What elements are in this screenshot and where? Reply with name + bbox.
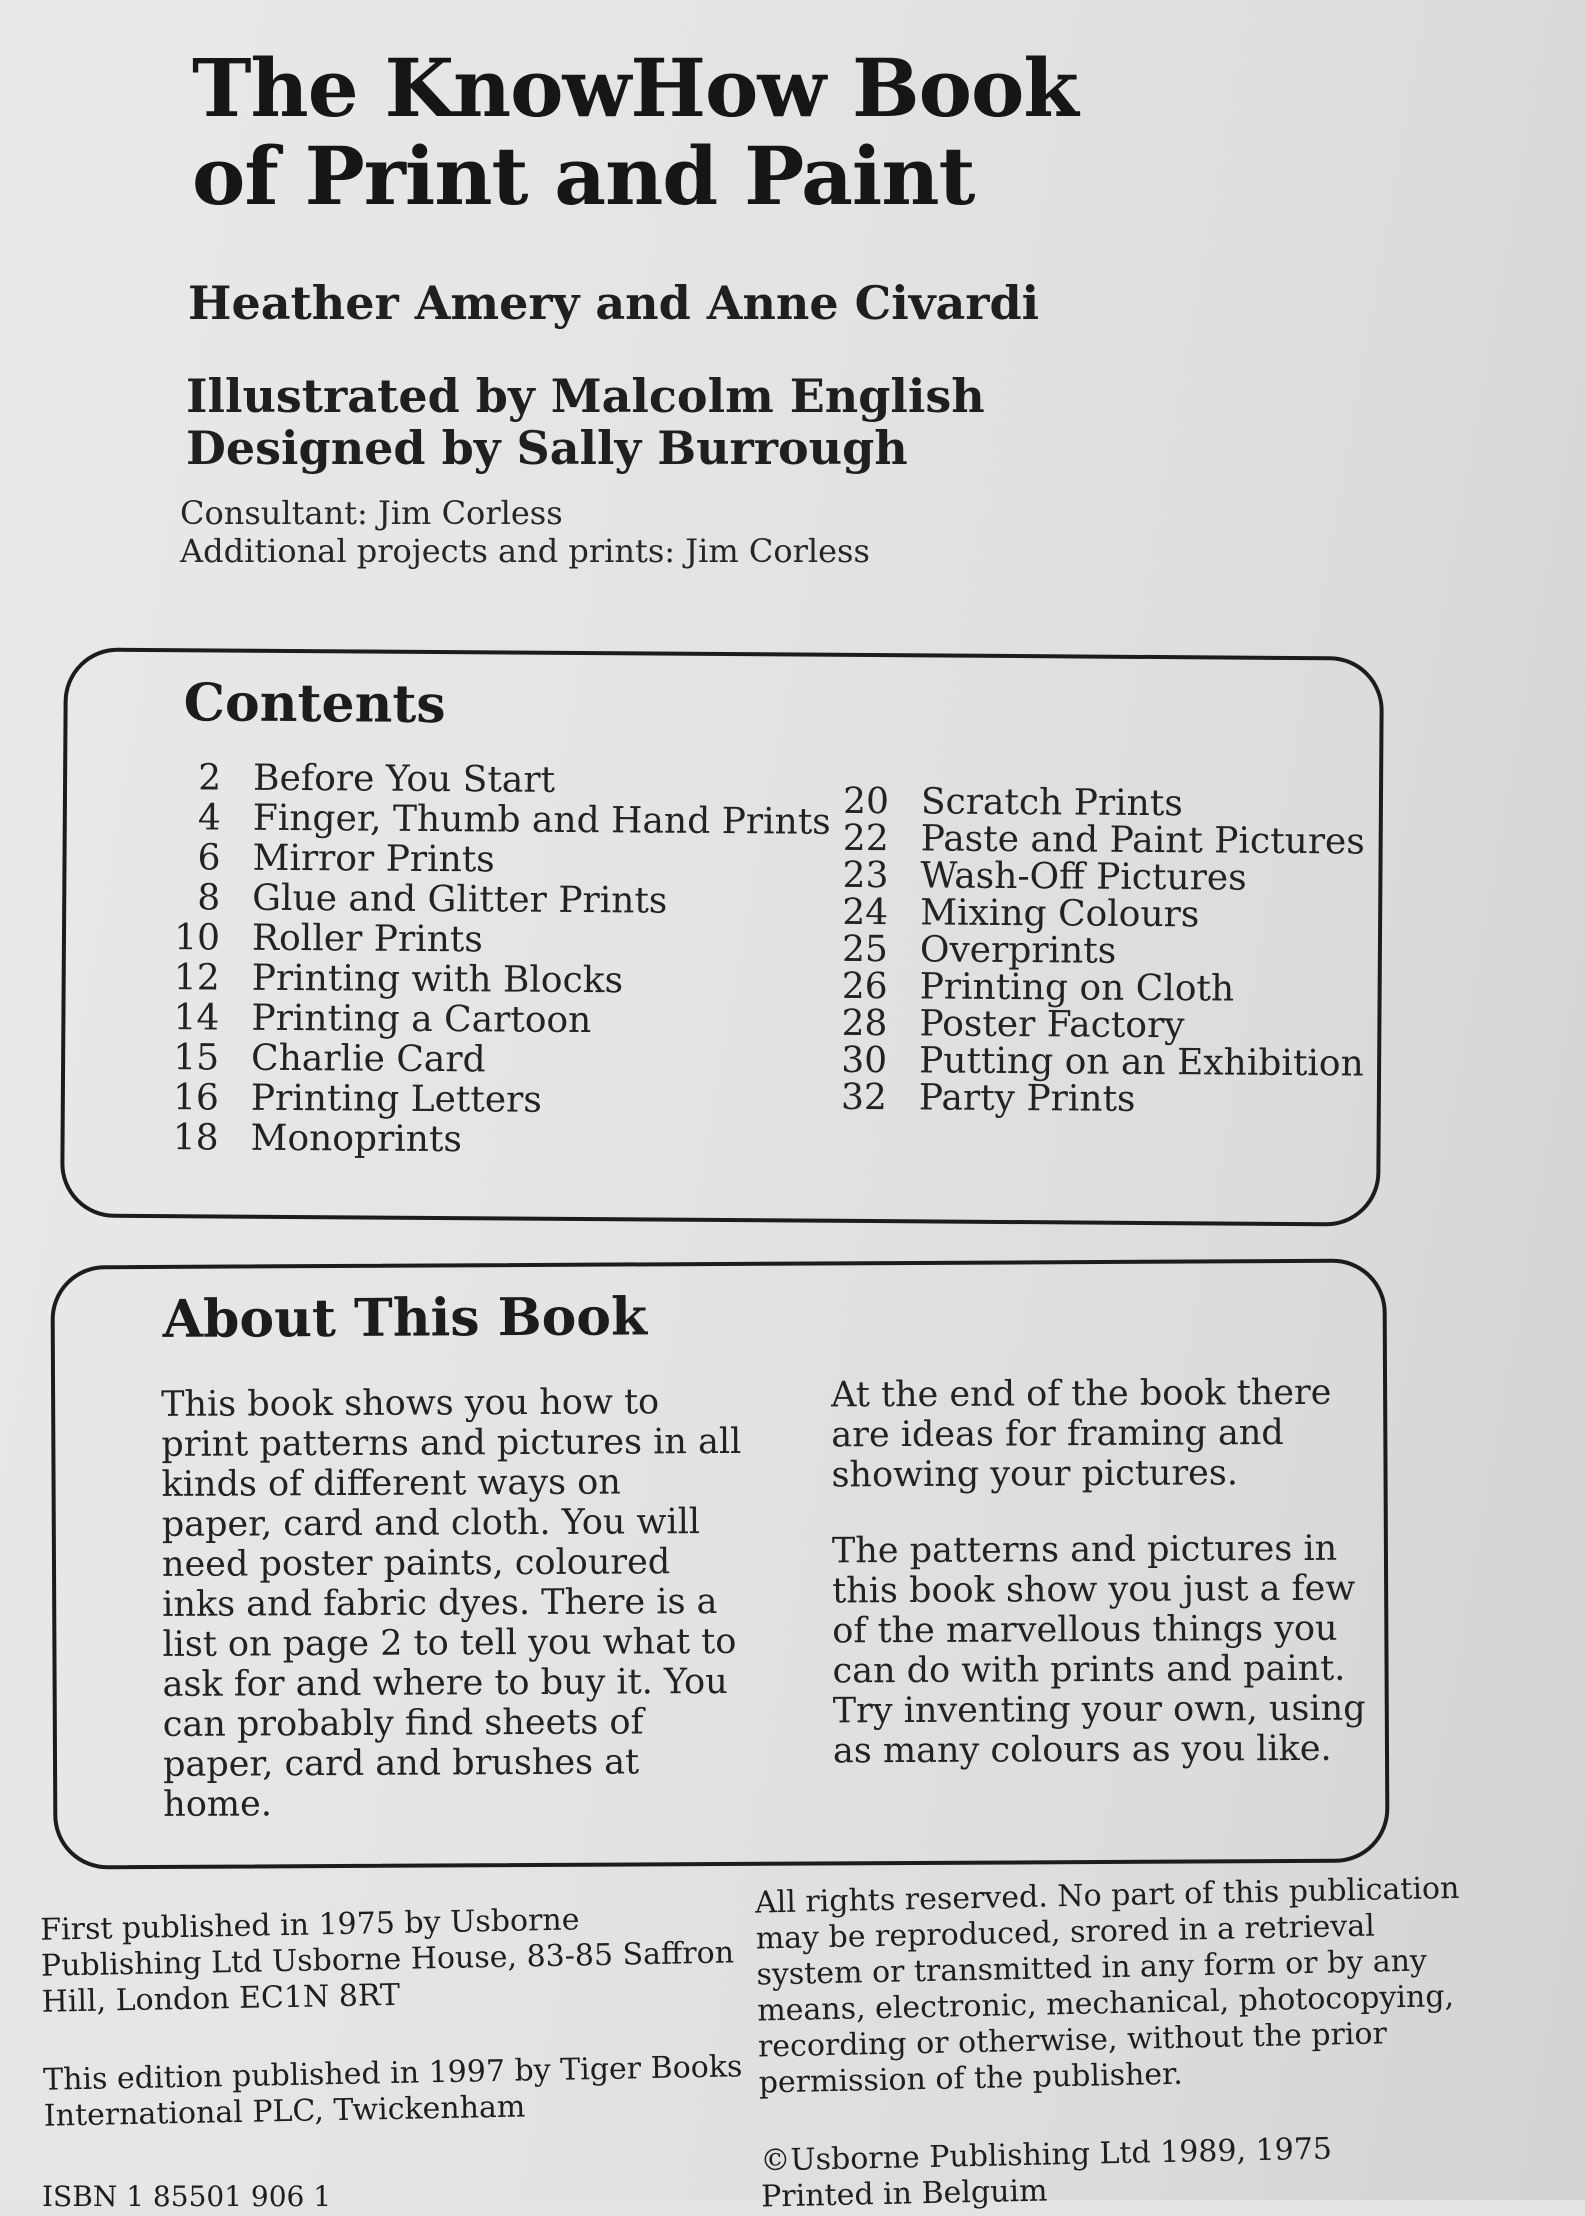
contents-entry-title: Scratch Prints (920, 781, 1183, 825)
contents-entry-title: Finger, Thumb and Hand Prints (252, 797, 831, 843)
contents-page-number: 24 (842, 891, 889, 934)
contents-page-number: 12 (173, 957, 220, 999)
contents-entry (833, 1076, 1364, 1120)
title-line-1: The KnowHow Book (192, 41, 1078, 135)
contents-entry-title: Roller Prints (251, 917, 483, 961)
isbn: ISBN 1 85501 906 1 (42, 2180, 332, 2213)
contents-entry (167, 758, 831, 803)
copyright-notice: ©Usborne Publishing Ltd 1989, 1975 (760, 2131, 1333, 2179)
about-right-paragraph-1: At the end of the book there are ideas for framing and showing your pictures. (831, 1372, 1332, 1496)
contents-entry-title: Before You Start (252, 757, 556, 801)
contents-entry-title: Printing on Cloth (919, 966, 1235, 1010)
contents-page-number: 14 (173, 997, 220, 1039)
contents-page-number: 10 (174, 917, 221, 959)
printed-in-note: Printed in Belguim (760, 2173, 1048, 2215)
consultant-credit: Consultant: Jim Corless (180, 494, 563, 532)
contents-page-number: 22 (842, 817, 889, 860)
additional-credit: Additional projects and prints: Jim Corless (180, 532, 870, 570)
contents-entry-title: Printing with Blocks (251, 957, 624, 1002)
contents-page-number: 8 (197, 877, 221, 919)
imprint-left (40, 1899, 744, 2134)
book-title (192, 41, 1078, 223)
contents-entry-title: Party Prints (918, 1077, 1136, 1120)
contents-entry (833, 1039, 1364, 1085)
minor-credits (180, 494, 870, 570)
rights-notice: All rights reserved. No part of this publication may be reproduced, srored in a retrieval system or transmitted in any form or by any means, electronic, mechanical, photocopying, recording or otherwise, without the prior permission of the publisher. (754, 1870, 1460, 2101)
contents-entry (166, 838, 830, 883)
contents-page-number: 25 (841, 928, 889, 971)
illustrator-credit: Illustrated by Malcolm English (186, 369, 985, 423)
contents-left-column (164, 758, 831, 1163)
first-published-note: First published in 1975 by Usborne Publishing Ltd Usborne House, 83-85 Saffron Hill, London EC1N 8RT (39, 1902, 735, 2020)
contents-entry (834, 928, 1365, 972)
contents-right-column (833, 780, 1366, 1120)
contents-entry-title: Printing a Cartoon (251, 997, 592, 1042)
title-line-2: of Print and Paint (192, 129, 975, 223)
contents-entry (167, 798, 831, 843)
contents-page-number: 18 (172, 1117, 219, 1159)
contents-entry (835, 780, 1366, 825)
contents-entry-title: Printing Letters (250, 1077, 542, 1121)
contents-entry-title: Mirror Prints (252, 837, 495, 881)
contents-entry (834, 854, 1365, 899)
contents-entry (833, 1002, 1364, 1047)
contents-entry (166, 918, 830, 963)
designer-credit: Designed by Sally Burrough (186, 421, 908, 475)
contents-page-number: 2 (198, 757, 222, 799)
contents-page-number: 15 (173, 1037, 220, 1079)
contents-entry-title: Putting on an Exhibition (918, 1040, 1364, 1085)
contents-page-number: 26 (841, 965, 888, 1008)
authors: Heather Amery and Anne Civardi (188, 276, 1040, 330)
contents-page-number: 30 (841, 1039, 888, 1082)
contents-entry-title: Glue and Glitter Prints (252, 877, 668, 922)
contents-entry (834, 965, 1365, 1010)
contents-page-number: 28 (841, 1002, 888, 1045)
contents-page-number: 6 (197, 837, 221, 879)
contents-entry (165, 1038, 829, 1083)
about-right-paragraph-2: The patterns and pictures in this book show you just a few of the marvellous things you can do with prints and paint. Try inventing your own, using as many colours as you like. (831, 1528, 1366, 1772)
contents-entry (164, 1118, 828, 1163)
contents-entry-title: Overprints (919, 929, 1117, 972)
about-heading: About This Book (162, 1286, 648, 1350)
contents-page-number: 20 (842, 780, 890, 823)
contents-box (60, 647, 1384, 1226)
contents-heading: Contents (183, 672, 446, 736)
contents-entry (834, 891, 1365, 936)
contents-entry-title: Mixing Colours (920, 892, 1200, 936)
contents-entry-title: Paste and Paint Pictures (920, 818, 1365, 863)
contents-entry-title: Poster Factory (919, 1003, 1185, 1047)
edition-note: This edition published in 1997 by Tiger Books International PLC, Twickenham (42, 2049, 743, 2134)
contents-page-number: 16 (172, 1077, 220, 1119)
about-box (50, 1259, 1389, 1870)
about-left-text: This book shows you how to print patterns and pictures in all kinds of different ways on paper, card and cloth. You will need poster paints, coloured inks and fabric dyes. There is a list on page 2 to tell you what to ask for and where to buy it. You can probably find sheets of paper, card and brushes at home. (161, 1382, 742, 1825)
contents-entry (166, 958, 830, 1003)
contents-page-number: 4 (197, 797, 221, 839)
contents-entry-title: Charlie Card (250, 1037, 486, 1081)
contents-entry-title: Wash-Off Pictures (920, 855, 1247, 899)
imprint-right (755, 1870, 1482, 2215)
contents-entry-title: Monoprints (250, 1117, 463, 1161)
credits (186, 370, 985, 474)
contents-page-number: 32 (840, 1076, 888, 1119)
contents-page-number: 23 (842, 854, 889, 897)
about-right-column (831, 1373, 1373, 1808)
contents-entry (835, 817, 1366, 863)
contents-entry (165, 1078, 829, 1123)
contents-entry (165, 998, 829, 1043)
contents-entry (166, 878, 830, 923)
